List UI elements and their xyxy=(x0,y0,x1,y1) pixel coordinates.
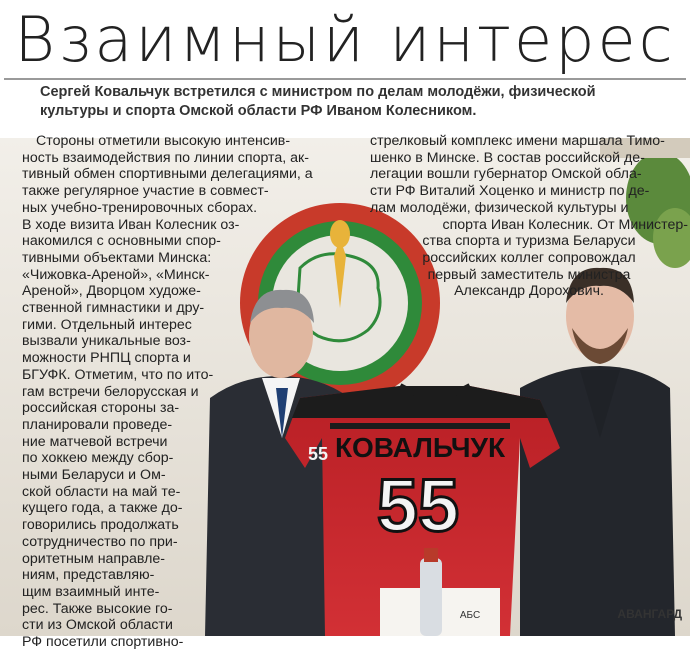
text-line: «Чижовка-Ареной», «Минск- xyxy=(22,266,210,283)
text-line: сти из Омской области xyxy=(22,617,173,634)
text-line: оритетным направле- xyxy=(22,550,165,567)
text-line: шенко в Минске. В состав российской де- xyxy=(370,149,645,166)
headline-rule xyxy=(4,78,686,80)
lead-line: культуры и спорта Омской области РФ Иваном Колесником. xyxy=(40,103,477,119)
text-line: ние матчевой встречи xyxy=(22,433,168,450)
text-line: планировали проведе- xyxy=(22,416,173,433)
text-line: ской области на май те- xyxy=(22,483,181,500)
text-line: кущего года, а также до- xyxy=(22,500,183,517)
text-line: первый заместитель министра xyxy=(427,266,631,283)
text-line: РФ посетили спортивно- xyxy=(22,634,184,651)
text-line: вызвали уникальные воз- xyxy=(22,333,191,350)
text-line: российских коллег сопровождал xyxy=(422,249,636,266)
text-line: Ареной», Дворцом художе- xyxy=(22,283,201,300)
text-line: ных учебно-тренировочных сборах. xyxy=(22,199,258,216)
text-line: спорта Иван Колесник. От Министер- xyxy=(442,216,688,233)
text-line: В ходе визита Иван Колесник оз- xyxy=(22,216,240,233)
text-line: тивный обмен спортивными делегациями, а xyxy=(22,166,313,183)
text-line: рес. Также высокие го- xyxy=(22,600,173,617)
text-line: ства спорта и туризма Беларуси xyxy=(422,233,636,250)
text-line: легации вошли губернатор Омской обла- xyxy=(370,166,642,183)
corner-logo-text: АВАНГАРД xyxy=(617,607,682,621)
text-line: ными Беларуси и Ом- xyxy=(22,467,166,484)
text-line: стрелковый комплекс имени маршала Тимо- xyxy=(370,133,665,149)
headline: Взаимный интерес xyxy=(14,3,676,76)
bottle-label: АБС xyxy=(459,610,481,621)
text-line: Александр Дорохович. xyxy=(454,283,604,300)
text-line: российская стороны за- xyxy=(22,400,180,417)
text-line: говорились продолжать xyxy=(22,517,179,534)
text-line: ственной гимнастики и дру- xyxy=(22,300,205,317)
text-line: также регулярное участие в совмест- xyxy=(22,183,269,200)
jersey-sleeve-number: 55 xyxy=(307,444,329,464)
text-line: щим взаимный инте- xyxy=(22,583,160,600)
jersey-number-text: 55 xyxy=(376,464,460,547)
text-line: гими. Отдельный интерес xyxy=(22,316,192,333)
text-line: сотрудничество по при- xyxy=(22,533,178,550)
text-line: накомился с основными спор- xyxy=(22,233,221,250)
text-line: можности РНПЦ спорта и xyxy=(22,350,191,367)
text-line: сти РФ Виталий Хоценко и министр по де- xyxy=(370,183,650,200)
text-line: ность взаимодействия по линии спорта, ак- xyxy=(22,149,309,166)
article-column-right xyxy=(370,133,688,300)
text-line: тивными объектами Минска: xyxy=(22,249,212,266)
lead-line: Сергей Ковальчук встретился с министром по делам молодёжи, физической xyxy=(40,84,596,100)
text-line: ниям, представляю- xyxy=(22,567,155,584)
text-line: по хоккею между сбор- xyxy=(22,450,174,467)
text-line: Стороны отметили высокую интенсив- xyxy=(36,133,291,149)
jersey-name-text: КОВАЛЬЧУК xyxy=(334,432,506,463)
text-line: гам встречи белорусская и xyxy=(22,383,199,400)
lead-paragraph xyxy=(40,83,670,121)
text-line: лам молодёжи, физической культуры и xyxy=(370,199,629,216)
article-column-left xyxy=(22,133,367,651)
text-line: БГУФК. Отметим, что по ито- xyxy=(22,366,214,383)
